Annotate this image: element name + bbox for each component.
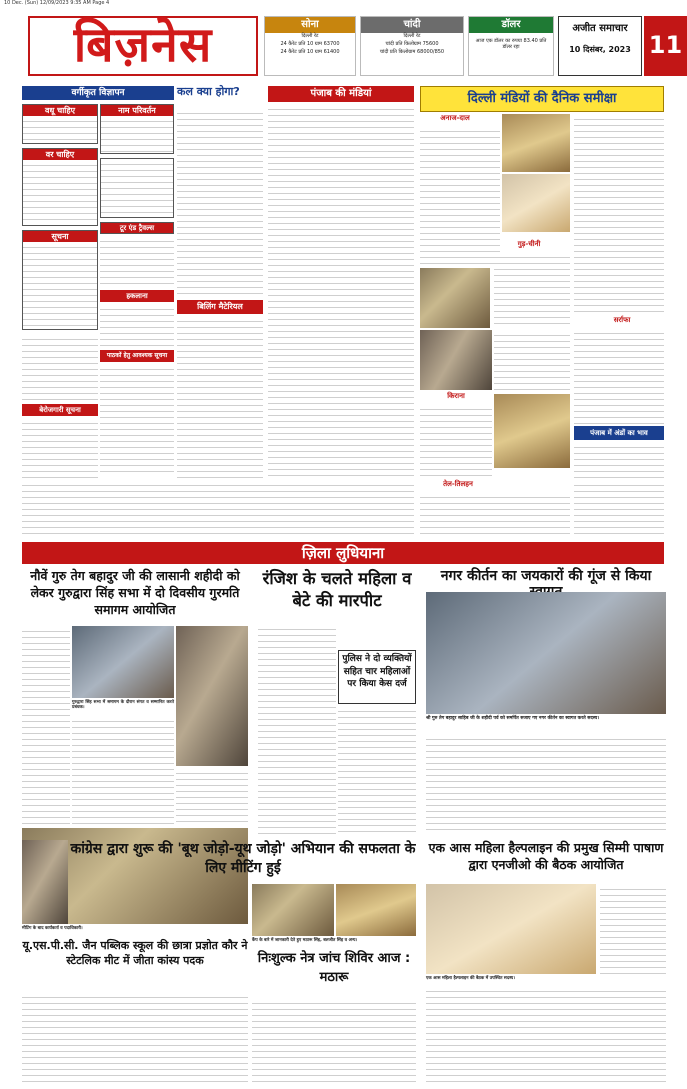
page-number: 11 bbox=[644, 16, 687, 76]
sugar-photo bbox=[420, 268, 490, 328]
paper-name: अजीत समाचार bbox=[572, 23, 628, 34]
silver-rate-box: चांदी दिल्ली रेट चांदी प्रति किलोग्राम 75600 चांदी प्रति किलोग्राम 68000/850 bbox=[360, 16, 464, 76]
story3-headline: पुलिस ने दो व्यक्तियों सहित चार महिलाओं पर किया केस दर्ज bbox=[338, 650, 416, 704]
story2-headline: रंजिश के चलते महिला व बेटे की मारपीट bbox=[262, 569, 412, 611]
kal-heading: कल क्या होगा? bbox=[177, 85, 240, 98]
dryfruit-photo bbox=[420, 330, 492, 390]
classified-ad-box bbox=[100, 158, 174, 218]
gold-title: सोना bbox=[265, 17, 355, 33]
grain-photo bbox=[502, 114, 570, 172]
print-slug: 10 Dec. (Sun) 12/09/2023 9:35 AM Page 4 bbox=[4, 0, 110, 6]
story7-headline: यू.एस.पी.सी. जैन पब्लिक स्कूल की छात्रा प्रज्ञोत कौर ने स्टेटलिक मीट में जीता कांस्य पदक bbox=[22, 939, 248, 968]
patak-header: पाठकों हेतु आवश्यक सूचना bbox=[100, 350, 174, 362]
spices-photo bbox=[502, 174, 570, 232]
story6-caption-a: एक आस महिला हैल्पलाइन की बैठक में उपस्थित सदस्य। bbox=[426, 976, 515, 981]
story5-side-photo bbox=[22, 840, 68, 924]
story4-photo bbox=[426, 592, 666, 714]
billing-header: बिलिंग मैटेरियल bbox=[177, 300, 263, 314]
delhi-mandi-header: दिल्ली मंडियों की दैनिक समीक्षा bbox=[420, 86, 664, 112]
story4-headline: नगर कीर्तन का जयकारों की गूंज से किया bbox=[440, 568, 652, 584]
hakalana-header: हकलाना bbox=[100, 290, 174, 302]
story1-photo-b bbox=[176, 626, 248, 766]
story6-photo bbox=[426, 884, 596, 974]
var-box: वर चाहिए bbox=[22, 148, 98, 226]
vadhu-box: वधू चाहिए bbox=[22, 104, 98, 144]
district-header: ज़िला लुधियाना bbox=[22, 542, 664, 564]
egg-rate-header: पंजाब में अंडों का भाव bbox=[574, 426, 664, 440]
story6-caption: मीटिंग के बाद कार्यकर्ता व पदाधिकारी। bbox=[22, 926, 83, 931]
story1-caption: गुरुद्वारा सिंह सभा में समागम के दौरान संगत व सम्मानित करते प्रबंधक। bbox=[72, 700, 174, 711]
punjab-mandi-header: पंजाब की मंडियां bbox=[268, 86, 414, 102]
silver-title: चांदी bbox=[361, 17, 463, 33]
story8-photo-b bbox=[336, 884, 416, 936]
story5-headline: कांग्रेस द्वारा शुरू की 'बूथ जोड़ो-यूथ जोड़ो' अभियान की सफलता के लिए मीटिंग हुई bbox=[70, 841, 416, 876]
dollar-rate-box: डॉलर आज एक डॉलर का रुपया 83.40 प्रति डॉलर रहा bbox=[468, 16, 554, 76]
masthead bbox=[20, 12, 683, 80]
suchna-box: सूचना bbox=[22, 230, 98, 330]
dollar-title: डॉलर bbox=[469, 17, 553, 33]
issue-date: 10 दिसंबर, 2023 bbox=[569, 44, 631, 54]
story1-headline: नौवें गुरु तेग बहादुर जी की लासानी शहीदी को लेकर गुरुद्वारा सिंह सभा में दो दिवसीय गुरमति समागम आयोजित bbox=[30, 568, 240, 617]
story8-photo-a bbox=[252, 884, 334, 936]
section-logo: बिज़नेस bbox=[28, 16, 258, 76]
edition-box bbox=[558, 16, 642, 76]
naam-box: नाम परिवर्तन bbox=[100, 104, 174, 154]
story8-headline: निःशुल्क नेत्र जांच शिविर आज : मठारू bbox=[257, 951, 411, 985]
story4-caption: श्री गुरु तेग बहादुर साहिब जी के शहीदी पर्व को समर्पित सजाए गए नगर कीर्तन का स्वागत करते सदस्य। bbox=[426, 716, 600, 721]
berojgari-header: बेरोजगारी सूचना bbox=[22, 404, 98, 416]
tourtravel-header: टूर एंड ट्रैवल्स bbox=[100, 222, 174, 234]
story1-photo-a bbox=[72, 626, 174, 698]
gold-rate-box: सोना दिल्ली रेट 24 कैरेट प्रति 10 ग्राम 63700 24 कैरेट प्रति 10 ग्राम 61400 bbox=[264, 16, 356, 76]
classified-header: वर्गीकृत विज्ञापन bbox=[22, 86, 174, 100]
story8-caption: कैंप के बारे में जानकारी देते हुए मठारू सिंह, बलजीत सिंह व अन्य। bbox=[252, 938, 358, 943]
pulses-photo bbox=[494, 394, 570, 468]
story7-caption: प bbox=[120, 926, 121, 927]
story6-headline: एक आस महिला हैल्पलाइन की प्रमुख सिम्मी पाषाण द्वारा एनजीओ की बैठक आयोजित bbox=[428, 840, 664, 872]
